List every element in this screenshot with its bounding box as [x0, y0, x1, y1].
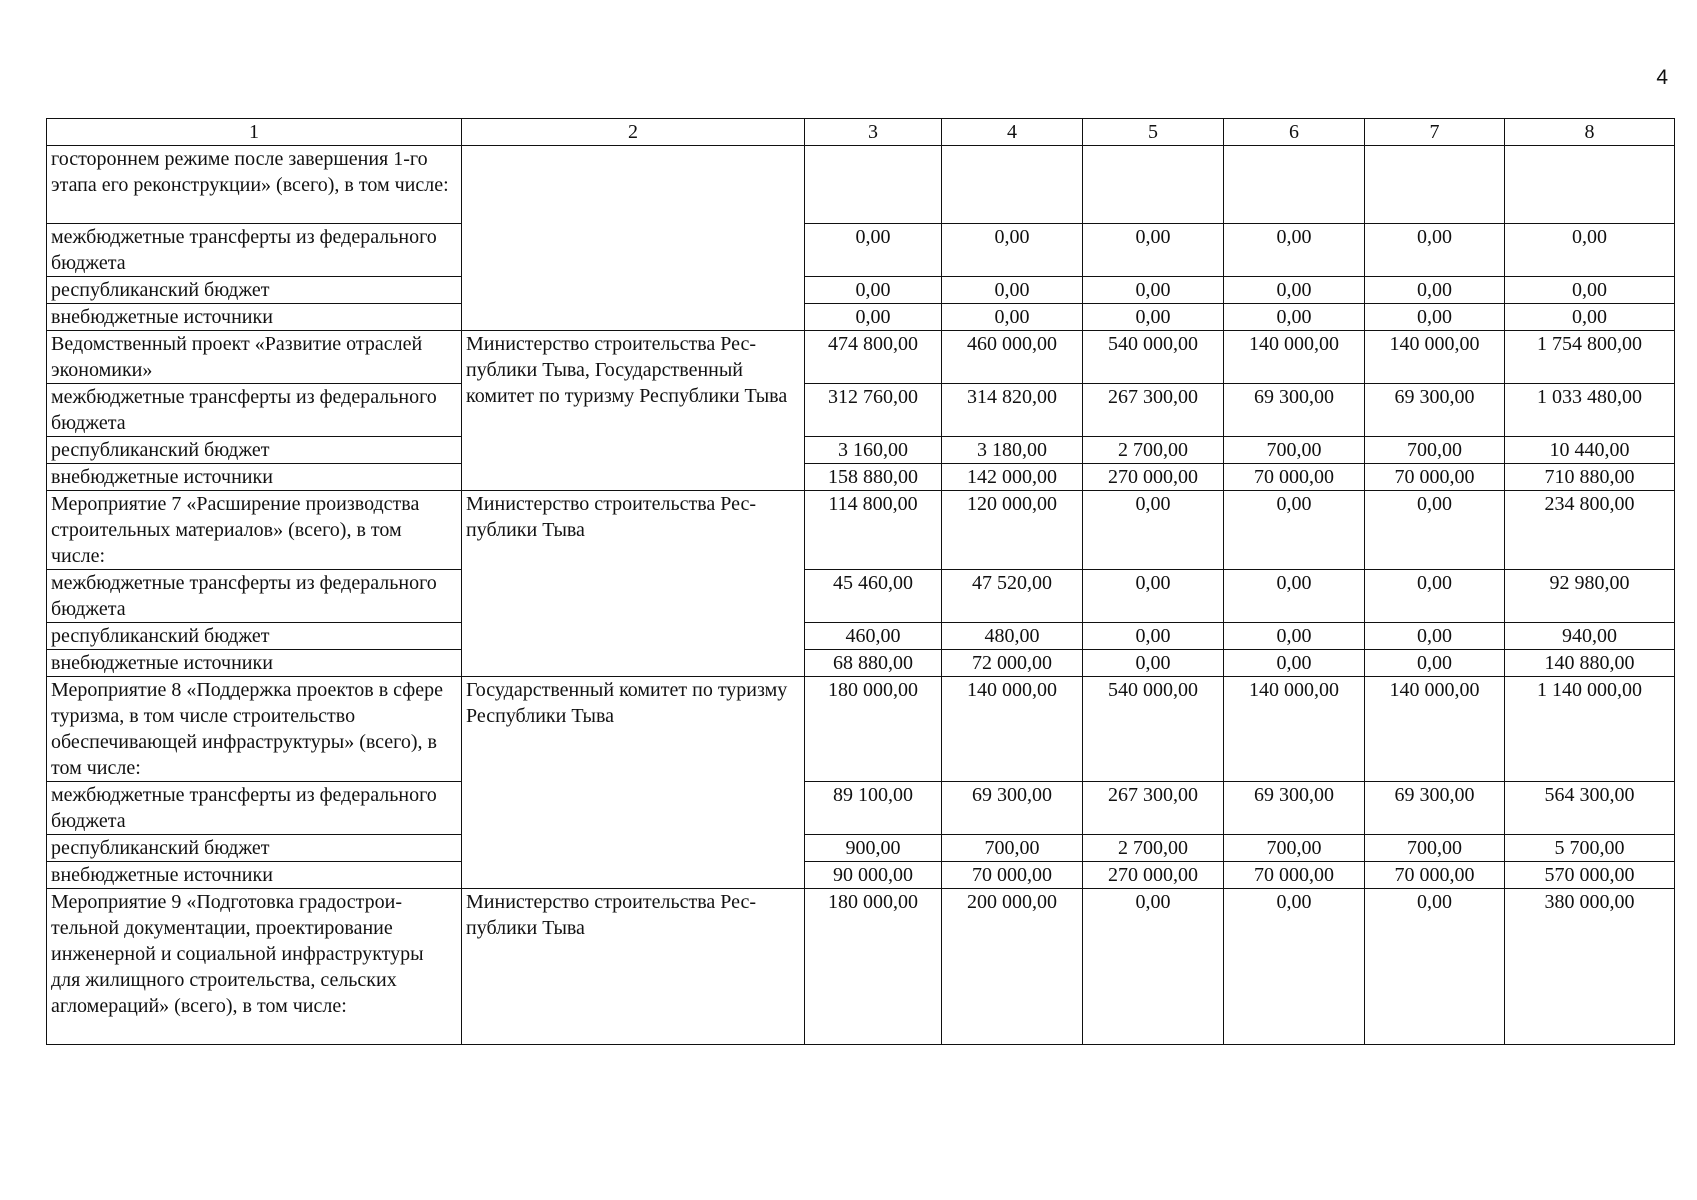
value-cell	[1083, 146, 1224, 224]
table-row	[47, 491, 1675, 570]
table-row	[47, 570, 1675, 623]
value-cell: 142 000,00	[942, 464, 1083, 491]
value-cell	[1505, 146, 1675, 224]
value-cell: 0,00	[942, 304, 1083, 331]
value-cell: 0,00	[1224, 889, 1365, 1045]
value-cell: 69 300,00	[1224, 384, 1365, 437]
value-cell: 0,00	[1083, 224, 1224, 277]
column-number: 2	[462, 119, 805, 146]
table-row	[47, 146, 1675, 224]
value-cell: 5 700,00	[1505, 835, 1675, 862]
table-row	[47, 277, 1675, 304]
value-cell: 0,00	[1083, 650, 1224, 677]
table-row	[47, 623, 1675, 650]
value-cell: 0,00	[1083, 570, 1224, 623]
value-cell: 3 160,00	[805, 437, 942, 464]
value-cell: 47 520,00	[942, 570, 1083, 623]
value-cell: 114 800,00	[805, 491, 942, 570]
value-cell: 270 000,00	[1083, 862, 1224, 889]
value-cell: 0,00	[805, 224, 942, 277]
row-executor	[462, 146, 805, 331]
row-name: межбюджетные трансферты из федерального бюджета	[47, 782, 462, 835]
value-cell: 70 000,00	[1365, 862, 1505, 889]
value-cell: 140 000,00	[1365, 677, 1505, 782]
row-executor: Государственный комитет по туризму Республики Тыва	[462, 677, 805, 889]
row-name: межбюджетные трансферты из федерального бюджета	[47, 224, 462, 277]
value-cell	[942, 146, 1083, 224]
value-cell: 90 000,00	[805, 862, 942, 889]
row-name: Ведомственный проект «Развитие отраслей экономики»	[47, 331, 462, 384]
value-cell: 234 800,00	[1505, 491, 1675, 570]
value-cell: 0,00	[1083, 491, 1224, 570]
table-row	[47, 384, 1675, 437]
value-cell: 70 000,00	[1224, 862, 1365, 889]
row-name: межбюджетные трансферты из федерального бюджета	[47, 384, 462, 437]
value-cell: 0,00	[1365, 570, 1505, 623]
column-number: 3	[805, 119, 942, 146]
column-number: 7	[1365, 119, 1505, 146]
value-cell: 0,00	[1365, 623, 1505, 650]
value-cell: 140 000,00	[942, 677, 1083, 782]
value-cell: 69 300,00	[942, 782, 1083, 835]
value-cell: 700,00	[1224, 835, 1365, 862]
value-cell: 3 180,00	[942, 437, 1083, 464]
table-row	[47, 331, 1675, 384]
row-name: внебюджетные источники	[47, 304, 462, 331]
row-name: внебюджетные источники	[47, 464, 462, 491]
table-row	[47, 677, 1675, 782]
value-cell: 1 033 480,00	[1505, 384, 1675, 437]
value-cell: 68 880,00	[805, 650, 942, 677]
value-cell: 270 000,00	[1083, 464, 1224, 491]
value-cell: 120 000,00	[942, 491, 1083, 570]
value-cell: 0,00	[1083, 277, 1224, 304]
value-cell: 158 880,00	[805, 464, 942, 491]
value-cell: 140 000,00	[1365, 331, 1505, 384]
table-row	[47, 835, 1675, 862]
value-cell: 700,00	[1224, 437, 1365, 464]
value-cell: 0,00	[1224, 650, 1365, 677]
row-name: Мероприятие 8 «Поддержка проектов в сфере туризма, в том числе строительство обеспечивающей инфраструктуры» (всего), в том числе:	[47, 677, 462, 782]
value-cell: 700,00	[942, 835, 1083, 862]
row-name: гостороннем режиме после завершения 1-го этапа его реконструкции» (всего), в том числе:	[47, 146, 462, 224]
value-cell: 267 300,00	[1083, 384, 1224, 437]
value-cell: 0,00	[942, 224, 1083, 277]
value-cell: 140 000,00	[1224, 677, 1365, 782]
table-row	[47, 437, 1675, 464]
value-cell: 70 000,00	[942, 862, 1083, 889]
value-cell: 540 000,00	[1083, 677, 1224, 782]
budget-table	[46, 118, 1675, 1045]
row-name: республиканский бюджет	[47, 277, 462, 304]
value-cell: 140 880,00	[1505, 650, 1675, 677]
table-row	[47, 650, 1675, 677]
table-row	[47, 224, 1675, 277]
value-cell: 0,00	[805, 304, 942, 331]
value-cell	[1365, 146, 1505, 224]
value-cell: 0,00	[1505, 224, 1675, 277]
value-cell: 0,00	[1083, 889, 1224, 1045]
value-cell: 140 000,00	[1224, 331, 1365, 384]
value-cell: 564 300,00	[1505, 782, 1675, 835]
value-cell: 180 000,00	[805, 889, 942, 1045]
column-number: 4	[942, 119, 1083, 146]
value-cell: 69 300,00	[1365, 782, 1505, 835]
value-cell: 0,00	[1365, 650, 1505, 677]
value-cell: 10 440,00	[1505, 437, 1675, 464]
value-cell: 0,00	[1365, 491, 1505, 570]
page-number: 4	[1656, 66, 1668, 89]
row-name: Мероприятие 9 «Подготовка градостроительной документации, проектирование инженерной и социальной инфраструктуры для жилищного строительства, сельских агломераций» (всего), в том числе:	[47, 889, 462, 1045]
value-cell: 267 300,00	[1083, 782, 1224, 835]
row-name: республиканский бюджет	[47, 623, 462, 650]
value-cell: 900,00	[805, 835, 942, 862]
value-cell: 540 000,00	[1083, 331, 1224, 384]
column-number: 6	[1224, 119, 1365, 146]
column-number: 8	[1505, 119, 1675, 146]
row-executor: Министерство строительства Республики Тыва, Государственный комитет по туризму Республики Тыва	[462, 331, 805, 491]
value-cell: 0,00	[1224, 224, 1365, 277]
value-cell: 89 100,00	[805, 782, 942, 835]
value-cell: 0,00	[1505, 277, 1675, 304]
value-cell	[805, 146, 942, 224]
value-cell: 69 300,00	[1224, 782, 1365, 835]
value-cell: 460 000,00	[942, 331, 1083, 384]
row-name: республиканский бюджет	[47, 835, 462, 862]
row-name: республиканский бюджет	[47, 437, 462, 464]
row-executor: Министерство строительства Республики Тыва	[462, 889, 805, 1045]
row-name: внебюджетные источники	[47, 862, 462, 889]
value-cell: 480,00	[942, 623, 1083, 650]
column-number: 5	[1083, 119, 1224, 146]
value-cell: 72 000,00	[942, 650, 1083, 677]
value-cell: 2 700,00	[1083, 437, 1224, 464]
value-cell: 0,00	[1224, 304, 1365, 331]
value-cell: 700,00	[1365, 437, 1505, 464]
value-cell: 700,00	[1365, 835, 1505, 862]
value-cell: 70 000,00	[1365, 464, 1505, 491]
value-cell: 940,00	[1505, 623, 1675, 650]
value-cell: 200 000,00	[942, 889, 1083, 1045]
value-cell: 0,00	[1224, 277, 1365, 304]
value-cell: 70 000,00	[1224, 464, 1365, 491]
value-cell: 460,00	[805, 623, 942, 650]
value-cell: 710 880,00	[1505, 464, 1675, 491]
value-cell: 0,00	[1365, 224, 1505, 277]
table-row	[47, 889, 1675, 1045]
value-cell	[1224, 146, 1365, 224]
value-cell: 474 800,00	[805, 331, 942, 384]
value-cell: 0,00	[1224, 570, 1365, 623]
value-cell: 45 460,00	[805, 570, 942, 623]
value-cell: 69 300,00	[1365, 384, 1505, 437]
value-cell: 570 000,00	[1505, 862, 1675, 889]
value-cell: 180 000,00	[805, 677, 942, 782]
value-cell: 92 980,00	[1505, 570, 1675, 623]
value-cell: 0,00	[1083, 623, 1224, 650]
column-number-row	[47, 119, 1675, 146]
value-cell: 0,00	[1365, 889, 1505, 1045]
table-row	[47, 862, 1675, 889]
value-cell: 0,00	[1224, 491, 1365, 570]
value-cell: 314 820,00	[942, 384, 1083, 437]
value-cell: 0,00	[1224, 623, 1365, 650]
value-cell: 0,00	[805, 277, 942, 304]
row-name: внебюджетные источники	[47, 650, 462, 677]
value-cell: 0,00	[1365, 304, 1505, 331]
row-name: межбюджетные трансферты из федерального бюджета	[47, 570, 462, 623]
table-row	[47, 304, 1675, 331]
table-row	[47, 464, 1675, 491]
value-cell: 380 000,00	[1505, 889, 1675, 1045]
table-row	[47, 782, 1675, 835]
value-cell: 0,00	[1083, 304, 1224, 331]
value-cell: 0,00	[942, 277, 1083, 304]
value-cell: 0,00	[1505, 304, 1675, 331]
row-executor: Министерство строительства Республики Тыва	[462, 491, 805, 677]
value-cell: 1 754 800,00	[1505, 331, 1675, 384]
value-cell: 0,00	[1365, 277, 1505, 304]
column-number: 1	[47, 119, 462, 146]
value-cell: 2 700,00	[1083, 835, 1224, 862]
row-name: Мероприятие 7 «Расширение производства строительных материалов» (всего), в том числе:	[47, 491, 462, 570]
value-cell: 312 760,00	[805, 384, 942, 437]
value-cell: 1 140 000,00	[1505, 677, 1675, 782]
